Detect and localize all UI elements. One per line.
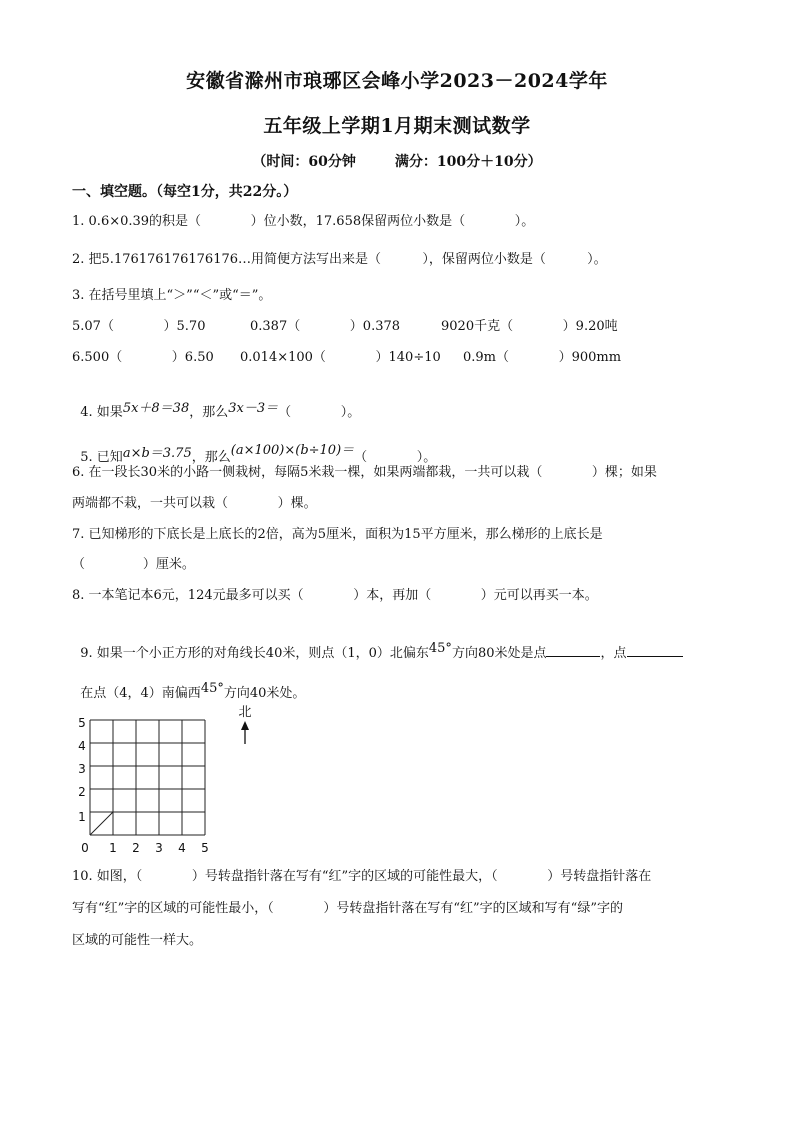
x-axis-label: 2 <box>132 841 140 855</box>
question-2: 2. 把5.176176176176176…用简便方法写出来是（ ），保留两位小数是（ ）。 <box>72 252 607 267</box>
document-title-line2: 五年级上学期1月期末测试数学 <box>263 115 531 137</box>
x-axis-label: 1 <box>109 841 117 855</box>
q9-part3: ，点 <box>600 646 627 661</box>
exam-info: （时间：60分钟 满分：100分＋10分） <box>252 154 542 170</box>
q4-suffix: （ ）。 <box>278 405 361 420</box>
question-10-line3: 区域的可能性一样大。 <box>72 933 203 948</box>
q3-item: 6.500（ ）6.50 <box>72 350 214 365</box>
x-axis-label: 0 <box>81 841 89 855</box>
x-axis-label: 5 <box>201 841 209 855</box>
q4-mid: ，那么 <box>189 405 229 420</box>
y-axis-label: 4 <box>78 739 86 753</box>
question-10-line1: 10. 如图，（ ）号转盘指针落在写有“红”字的区域的可能性最大，（ ）号转盘指针落在 <box>72 869 652 884</box>
question-7-line2: （ ）厘米。 <box>72 557 195 572</box>
q9-line2-part2: 方向40米处。 <box>223 686 306 701</box>
q5-mid: ，那么 <box>191 450 231 465</box>
y-axis-label: 3 <box>78 762 86 776</box>
question-6-line2: 两端都不栽，一共可以栽（ ）棵。 <box>72 496 317 511</box>
answer-blank[interactable] <box>627 644 683 657</box>
question-6-line1: 6. 在一段长30米的小路一侧栽树，每隔5米栽一棵，如果两端都栽，一共可以栽（ ）棵；如果 <box>72 465 657 480</box>
q5-prefix: 5. 已知 <box>80 450 123 465</box>
y-axis-label: 5 <box>78 716 86 730</box>
document-title-line1: 安徽省滁州市琅琊区会峰小学2023－2024学年 <box>186 70 608 92</box>
q4-equation: 5x＋8＝38 <box>122 401 190 416</box>
q5-equation: a×b＝3.75 <box>122 446 192 461</box>
y-axis-label: 2 <box>78 785 86 799</box>
q5-expression: (a×100)×(b÷10)＝ <box>230 443 355 458</box>
q3-item: 0.387（ ）0.378 <box>250 319 401 334</box>
q5-suffix: （ ）。 <box>354 450 437 465</box>
question-9-line2 <box>72 670 305 702</box>
north-arrow <box>232 700 262 748</box>
question-1: 1. 0.6×0.39的积是（ ）位小数，17.658保留两位小数是（ ）。 <box>72 214 535 229</box>
q4-prefix: 4. 如果 <box>80 405 123 420</box>
question-8: 8. 一本笔记本6元，124元最多可以买（ ）本，再加（ ）元可以再买一本。 <box>72 588 598 603</box>
q9-line2-part1: 在点（4，4）南偏西 <box>80 686 201 701</box>
question-9-line1 <box>72 628 683 662</box>
q9-angle: 45° <box>200 681 224 696</box>
question-10-line2: 写有“红”字的区域的可能性最小，（ ）号转盘指针落在写有“红”字的区域和写有“绿”字的 <box>72 901 623 916</box>
question-4 <box>72 389 360 421</box>
answer-blank[interactable] <box>546 644 600 657</box>
q9-angle: 45° <box>428 641 452 656</box>
q9-part1: 9. 如果一个小正方形的对角线长40米，则点（1，0）北偏东 <box>80 646 429 661</box>
q3-item: 0.014×100（ ）140÷10 <box>240 350 441 365</box>
arrow-up-icon <box>241 721 249 730</box>
question-7-line1: 7. 已知梯形的下底长是上底长的2倍，高为5厘米，面积为15平方厘米，那么梯形的上底长是 <box>72 527 603 542</box>
y-axis-label: 1 <box>78 810 86 824</box>
question-5 <box>72 434 436 466</box>
q3-item: 0.9m（ ）900mm <box>463 350 622 365</box>
x-axis-label: 3 <box>155 841 163 855</box>
section-heading: 一、填空题。（每空1分，共22分。） <box>72 184 298 200</box>
x-axis-label: 4 <box>178 841 186 855</box>
q3-item: 5.07（ ）5.70 <box>72 319 206 334</box>
north-label: 北 <box>238 705 252 720</box>
diagonal-line <box>90 812 113 835</box>
question-3: 3. 在括号里填上“＞”“＜”或“＝”。 <box>72 288 272 303</box>
q4-expression: 3x－3＝ <box>228 401 279 416</box>
q9-part2: 方向80米处是点 <box>451 646 547 661</box>
q3-item: 9020千克（ ）9.20吨 <box>441 319 618 334</box>
